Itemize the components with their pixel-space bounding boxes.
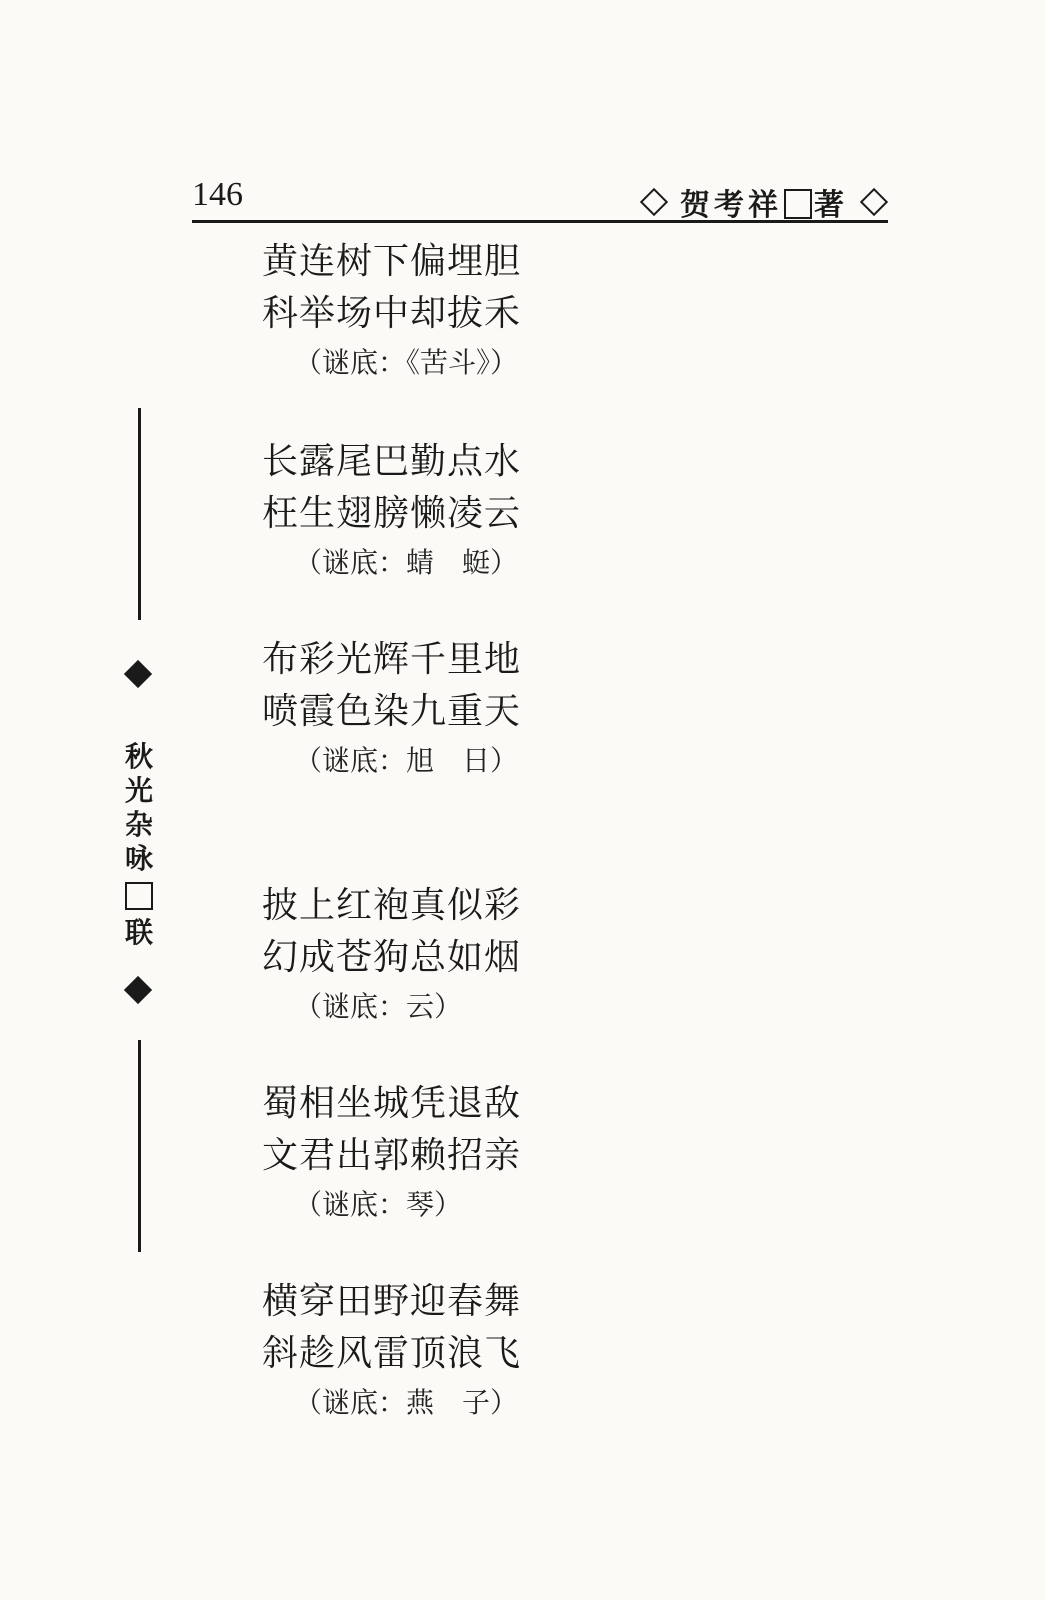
square-separator-icon	[125, 882, 153, 910]
riddle-block	[262, 1078, 562, 1228]
riddle-block	[262, 880, 562, 1030]
riddle-block	[262, 436, 562, 586]
riddle-line-1: 布彩光辉千里地	[262, 639, 522, 680]
riddle-line-1: 黄连树下偏埋胆	[262, 241, 522, 282]
diamond-outline-icon	[640, 188, 668, 216]
riddle-block	[262, 236, 562, 386]
author-role-text: 著	[814, 188, 848, 223]
page-number: 146	[192, 176, 243, 213]
section-title-vertical	[122, 740, 156, 950]
section-subtitle-char: 联	[124, 916, 153, 949]
riddle-answer: （谜底：云）	[294, 990, 463, 1023]
riddle-line-2: 喷霞色染九重天	[262, 691, 522, 732]
running-header	[192, 172, 888, 223]
riddle-line-2: 斜趁风雷顶浪飞	[262, 1333, 522, 1374]
riddle-line-2: 科举场中却拔禾	[262, 293, 522, 334]
side-rule-bottom	[138, 1040, 141, 1252]
riddle-block	[262, 1276, 562, 1426]
riddle-block	[262, 634, 562, 784]
diamond-filled-icon	[124, 976, 152, 1004]
square-separator-icon	[784, 189, 812, 219]
author-name	[680, 180, 848, 224]
author-name-text: 贺考祥	[680, 188, 782, 223]
riddle-line-1: 披上红袍真似彩	[262, 885, 522, 926]
section-title-char: 秋	[124, 740, 153, 773]
riddle-answer: （谜底：《苦斗》）	[294, 346, 519, 379]
riddle-answer: （谜底：琴）	[294, 1188, 463, 1221]
riddle-line-1: 长露尾巴勤点水	[262, 441, 522, 482]
riddle-line-2: 文君出郭赖招亲	[262, 1135, 522, 1176]
side-rule-top	[138, 408, 141, 620]
section-title-char: 光	[124, 774, 153, 807]
section-title-char: 杂	[124, 808, 153, 841]
riddle-answer: （谜底：旭 日）	[294, 744, 519, 777]
diamond-outline-icon	[860, 188, 888, 216]
riddle-line-1: 蜀相坐城凭退敌	[262, 1083, 522, 1124]
riddle-line-1: 横穿田野迎春舞	[262, 1281, 522, 1322]
header-author-block	[628, 180, 888, 224]
riddle-answer: （谜底：蜻 蜓）	[294, 546, 519, 579]
riddle-answer: （谜底：燕 子）	[294, 1386, 519, 1419]
diamond-filled-icon	[124, 660, 152, 688]
riddle-line-2: 枉生翅膀懒凌云	[262, 493, 522, 534]
section-title-char: 咏	[124, 842, 153, 875]
riddle-line-2: 幻成苍狗总如烟	[262, 937, 522, 978]
